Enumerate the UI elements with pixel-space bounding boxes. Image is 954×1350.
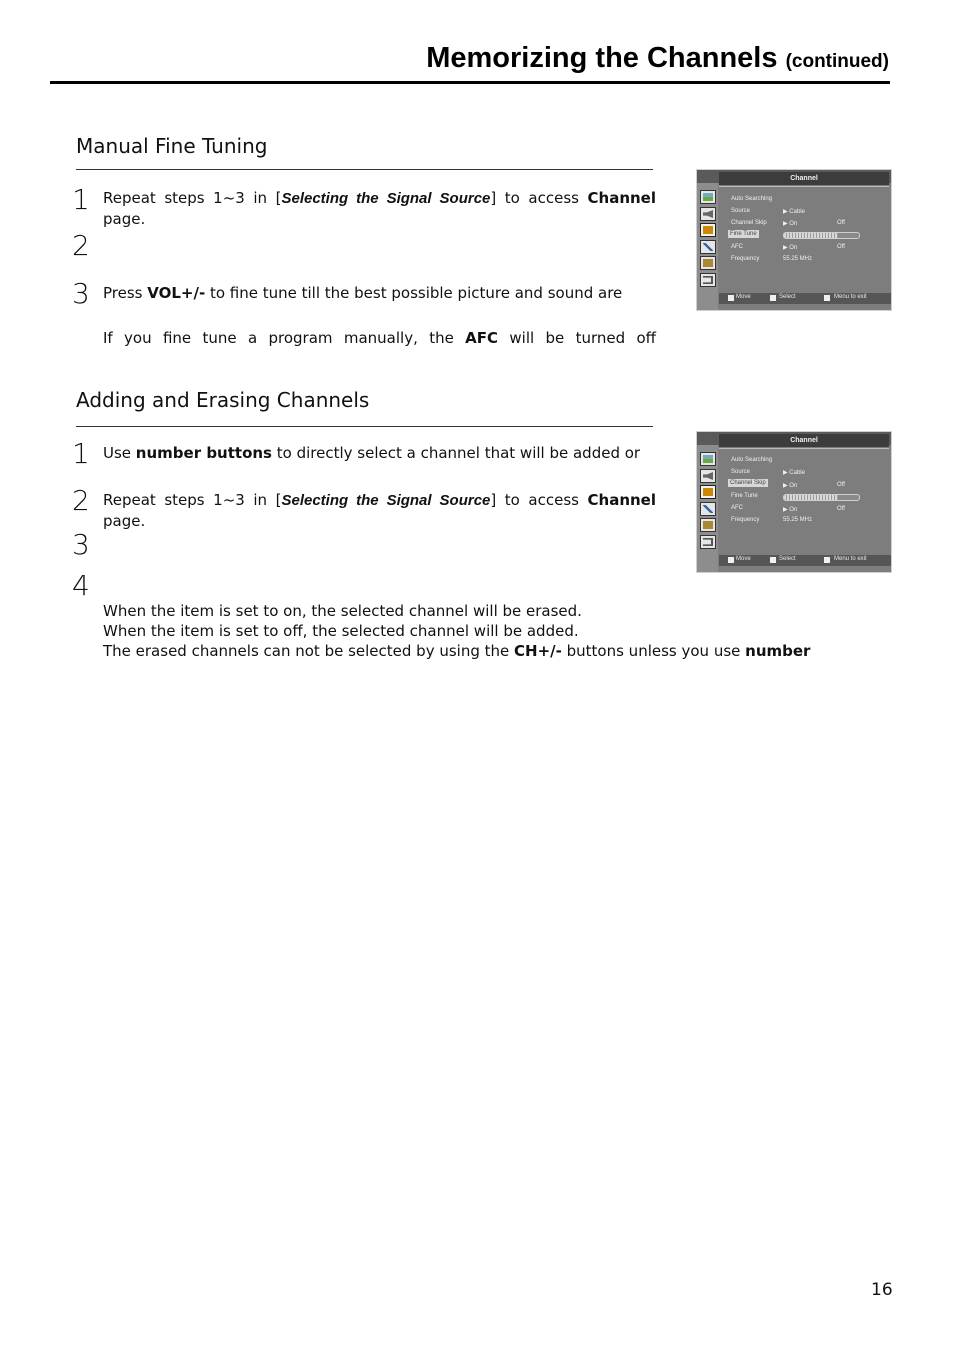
step-text: Press VOL+/- to fine tune till the best possible picture and sound are <box>103 284 623 302</box>
page-number: 16 <box>871 1280 893 1300</box>
osd-item-afc: AFC <box>731 505 743 511</box>
osd-footer-exit: Menu to exit <box>834 556 867 562</box>
osd-item-frequency: Frequency <box>731 256 760 262</box>
osd-source-value: ▶ Cable <box>783 470 805 476</box>
osd-item-fine-tune: Fine Tune <box>731 493 758 499</box>
osd-item-source: Source <box>731 208 751 214</box>
osd-divider <box>719 186 889 187</box>
section-heading-fine-tuning: Manual Fine Tuning <box>76 134 268 158</box>
input-icon <box>700 535 716 549</box>
section-heading-add-erase: Adding and Erasing Channels <box>76 388 370 412</box>
lock-icon <box>700 518 716 532</box>
step-number: 3 <box>72 277 90 310</box>
osd-divider <box>719 448 889 449</box>
section-rule <box>76 426 653 427</box>
step-number: 1 <box>72 437 90 470</box>
tools-icon <box>700 502 716 516</box>
input-icon <box>700 273 716 287</box>
osd-skip-off: Off <box>837 220 845 226</box>
step-number: 1 <box>72 183 90 216</box>
lock-icon <box>700 256 716 270</box>
note-text: When the item is set to on, the selected channel will be erased. <box>103 602 582 620</box>
osd-footer-move: Move <box>736 556 751 562</box>
osd-sidebar <box>697 445 718 572</box>
title-rule <box>50 81 890 84</box>
select-key-icon <box>770 295 776 301</box>
osd-item-channel-skip-selected: Channel Skip <box>730 480 766 486</box>
osd-frequency-value: 55.25 MHz <box>783 256 813 262</box>
page-title: Memorizing the Channels (continued) <box>426 42 889 74</box>
antenna-icon <box>700 485 716 499</box>
step-number: 2 <box>72 229 90 262</box>
osd-afc-on: ▶ On <box>783 507 798 513</box>
osd-sidebar <box>697 183 718 310</box>
osd-item-channel-skip: Channel Skip <box>731 220 767 226</box>
osd-item-auto-searching: Auto Searching <box>731 196 773 202</box>
osd-skip-on: ▶ On <box>783 221 798 227</box>
select-key-icon <box>770 557 776 563</box>
antenna-icon <box>700 223 716 237</box>
move-key-icon <box>728 295 734 301</box>
step-text: Repeat steps 1~3 in [Selecting the Signal Source] to access Channel page. <box>103 491 656 530</box>
osd-skip-off: Off <box>837 482 845 488</box>
note-text: The erased channels can not be selected by using the CH+/- buttons unless you use number <box>103 642 811 660</box>
osd-afc-off: Off <box>837 244 845 250</box>
osd-item-frequency: Frequency <box>731 517 760 523</box>
step-text: Repeat steps 1~3 in [Selecting the Signal Source] to access Channel page. <box>103 189 656 228</box>
osd-fine-tune-bar <box>783 494 860 501</box>
osd-header: Channel <box>719 434 889 447</box>
osd-source-value: ▶ Cable <box>783 209 805 215</box>
step-number: 2 <box>72 484 90 517</box>
osd-fine-tune-bar <box>783 232 860 239</box>
step-number: 3 <box>72 528 90 561</box>
note-text: If you fine tune a program manually, the AFC will be turned off <box>103 329 657 347</box>
osd-channel-menu-fine-tune <box>696 169 892 311</box>
section-rule <box>76 169 653 170</box>
osd-footer-exit: Menu to exit <box>834 294 867 300</box>
osd-footer-select: Select <box>779 556 796 562</box>
osd-item-auto-searching: Auto Searching <box>731 457 773 463</box>
osd-afc-off: Off <box>837 506 845 512</box>
step-text: Use number buttons to directly select a channel that will be added or <box>103 444 641 462</box>
osd-footer-move: Move <box>736 294 751 300</box>
sound-icon <box>700 469 716 483</box>
menu-key-icon <box>824 295 830 301</box>
osd-channel-menu-channel-skip <box>696 431 892 573</box>
sound-icon <box>700 207 716 221</box>
osd-header: Channel <box>719 172 889 185</box>
osd-skip-on: ▶ On <box>783 483 798 489</box>
osd-footer-select: Select <box>779 294 796 300</box>
osd-item-afc: AFC <box>731 244 743 250</box>
tools-icon <box>700 240 716 254</box>
menu-key-icon <box>824 557 830 563</box>
osd-item-source: Source <box>731 469 751 475</box>
picture-icon <box>700 452 716 466</box>
osd-item-fine-tune-selected: Fine Tune <box>730 231 757 237</box>
note-text: When the item is set to off, the selected channel will be added. <box>103 622 579 640</box>
step-number: 4 <box>72 569 90 602</box>
move-key-icon <box>728 557 734 563</box>
osd-frequency-value: 55.25 MHz <box>783 517 813 523</box>
osd-afc-on: ▶ On <box>783 245 798 251</box>
picture-icon <box>700 190 716 204</box>
